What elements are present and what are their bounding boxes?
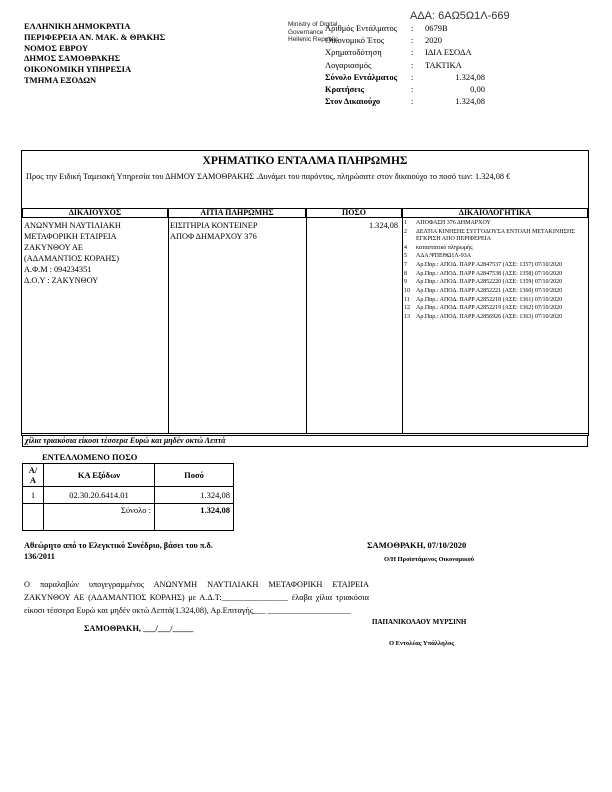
meta-row: Σύνολο Εντάλματος : 1.324,08 [325, 71, 485, 82]
column-header: Ποσό [155, 464, 234, 487]
document-item: 8 Αρ.Παρ.: ΑΠΟΔ. ΠΑΡΡ Α2847538 (ΑΣΕ: 1358) 07/10/2020 [404, 270, 563, 277]
column-divider [402, 218, 403, 433]
ada-code: ΑΔΑ: 6ΑΩ5Ω1Λ-669 [410, 10, 510, 22]
document-item: 10 Αρ.Παρ.: ΑΠΟΔ. ΠΑΡΡ Α2852221 (ΑΣΕ: 1360) 07/10/2020 [404, 288, 563, 295]
document-item: 4 καταστατικό πληρωμής [404, 244, 473, 251]
cause-header: ΑΙΤΙΑ ΠΛΗΡΩΜΗΣ [168, 208, 306, 218]
document-item: 7 Αρ.Παρ.: ΑΠΟΔ. ΠΑΡΡ Α2847537 (ΑΣΕ: 1357) 07/10/2020 [404, 262, 563, 269]
amount-in-words: χίλια τριακόσια είκοσι τέσσερα Ευρώ και μηδέν οκτώ Λεπτά [22, 436, 588, 447]
table-row: 1 02.30.20.6414.01 1.324,08 [23, 487, 234, 504]
document-item: 5 ΑΔΑ:ΨΠΕΘΩ1Λ-93Α [404, 253, 472, 260]
payment-amount: 1.324,08 [368, 221, 398, 230]
header-line: ΟΙΚΟΝΟΜΙΚΗ ΥΠΗΡΕΣΙΑ [24, 64, 132, 75]
meta-row: Κρατήσεις : 0,00 [325, 84, 485, 95]
column-divider [168, 218, 169, 433]
amount-table [22, 463, 234, 531]
header-line: ΝΟΜΟΣ ΕΒΡΟΥ [24, 42, 89, 53]
audit-note: Αθεώρητο από το Ελεγκτικό Συνέδριο, βάσει του π.δ. 136/2011 [24, 541, 213, 561]
meta-row: Οικονομικό Έτος : 2020 [325, 35, 442, 46]
column-header: ΚΑ Εξόδων [44, 464, 155, 487]
document-item: 11 Αρ.Παρ.: ΑΠΟΔ. ΠΑΡΡ Α2852218 (ΑΣΕ: 1361) 07/10/2020 [404, 296, 563, 303]
documents-header: ΔΙΚΑΙΟΛΟΓΗΤΙΚΑ [402, 208, 588, 218]
intro-text: Προς την Ειδική Ταμειακή Υπηρεσία του ΔΗΜΟΥ ΣΑΜΟΘΡΑΚΗΣ .Δυνάμει του παρόντος, πληρώσατε στον δικαιούχο το ποσό των: 1.324,08 € [26, 172, 511, 181]
ministry-stamp: Ministry of Digital Governance Hellenic Republic [288, 21, 339, 44]
beneficiary-details: ΑΝΩΝΥΜΗ ΝΑΥΤΙΛΙΑΚΗ ΜΕΤΑΦΟΡΙΚΗ ΕΤΑΙΡΕΙΑ ΖΑΚΥΝΘΟΥ ΑΕ (ΑΔΑΜΑΝΤΙΟΣ ΚΟΡΑΗΣ) Α.Φ.Μ : 094234351 Δ.Ο.Υ : ΖΑΚΥΝΘΟΥ [24, 221, 121, 285]
meta-row: Αριθμός Εντάλματος : 0679Β [325, 23, 448, 34]
header-line: ΠΕΡΙΦΕΡΕΙΑ ΑΝ. ΜΑΚ. & ΘΡΑΚΗΣ [24, 31, 166, 42]
header-line: ΤΜΗΜΑ ΕΞΟΔΩΝ [24, 74, 97, 85]
receipt-place: ΣΑΜΟΘΡΑΚΗ, ___/___/_____ [84, 624, 194, 633]
place-date: ΣΑΜΟΘΡΑΚΗ, 07/10/2020 [367, 540, 467, 550]
document-item: 1 ΑΠΟΦΑΣΗ 376 ΔΗΜΑΡΧΟΥ [404, 220, 491, 226]
meta-row: Λογαριασμός : ΤΑΚΤΙΚΑ [325, 59, 462, 70]
header-line: ΕΛΛΗΝΙΚΗ ΔΗΜΟΚΡΑΤΙΑ [24, 21, 131, 31]
document-item: 2 ΔΕΛΤΙΑ ΚΙΝΗΣΗΣ ΣΥΓΓΟΔΟΥΣΑ ΕΝΤΟΛΗ ΜΕΤΑΚΙΝΗΣΗΣ ΕΓΚΡΙΣΗ ΑΠΟ ΠΕΡΙΦΕΡΕΙΑ [404, 228, 575, 242]
signer-title: Ο/Η Προϊστάμενος Οικονομικού [384, 556, 475, 563]
amount-table-title: ΕΝΤΕΛΛΟΜΕΝΟ ΠΟΣΟ [42, 452, 138, 462]
document-item: 12 Αρ.Παρ.: ΑΠΟΔ. ΠΑΡΡ Α2852219 (ΑΣΕ: 1362) 07/10/2020 [404, 305, 563, 312]
supporting-documents [404, 220, 586, 323]
table-total-row: Σύνολο : 1.324,08 [23, 504, 234, 531]
payment-meta [325, 22, 485, 107]
receipt-statement: Ο παραλαβών υπογεγραμμένος ΑΝΩΝΥΜΗ ΝΑΥΤΙΛΙΑΚΗ ΜΕΤΑΦΟΡΙΚΗ ΕΤΑΙΡΕΙΑ ΖΑΚΥΝΘΟΥ ΑΕ (ΑΔΑΜΑΝΤΙΟΣ ΚΟΡΑΗΣ) με Α.Δ.Τ:________________ έλαβα χίλια τριακόσια είκοσι τέσσερα Ευρώ και μηδέν οκτώ Λεπτά(1.324,08), Αρ.Επιταγής___ ____________________ ΣΑΜΟΘΡΑΚΗ, ___/___/_____ [24, 580, 369, 633]
payment-cause: ΕΙΣΙΤΗΡΙΑ ΚΟΝΤΕΙΝΕΡ ΑΠΟΦ ΔΗΜΑΡΧΟΥ 376 [170, 221, 258, 241]
amount-header: ΠΟΣΟ [306, 208, 402, 218]
divider [21, 433, 589, 434]
document-title: ΧΡΗΜΑΤΙΚΟ ΕΝΤΑΛΜΑ ΠΛΗΡΩΜΗΣ [202, 155, 408, 167]
meta-row: Χρηματοδότηση : ΙΔΙΑ ΕΣΟΔΑ [325, 47, 472, 58]
meta-row: Στον Δικαιούχο : 1.324,08 [325, 96, 485, 107]
signer-name: ΠΑΠΑΝΙΚΟΛΑΟΥ ΜΥΡΣΙΝΗ [372, 618, 467, 626]
table-header-row [23, 464, 234, 487]
signer-role: Ο Εντολέας Υπάλληλος [389, 640, 455, 647]
header-line: ΔΗΜΟΣ ΣΑΜΟΘΡΑΚΗΣ [24, 53, 121, 64]
document-item: 13 Αρ.Παρ.: ΑΠΟΔ. ΠΑΡΡ Α2856926 (ΑΣΕ: 1363) 07/10/2020 [404, 314, 563, 321]
issuer-header [24, 21, 165, 86]
beneficiary-header: ΔΙΚΑΙΟΥΧΟΣ [22, 208, 168, 218]
column-header: Α/Α [23, 464, 44, 487]
document-item: 9 Αρ.Παρ.: ΑΠΟΔ. ΠΑΡΡ Α2852220 (ΑΣΕ: 1359) 07/10/2020 [404, 279, 563, 286]
column-divider [306, 218, 307, 433]
